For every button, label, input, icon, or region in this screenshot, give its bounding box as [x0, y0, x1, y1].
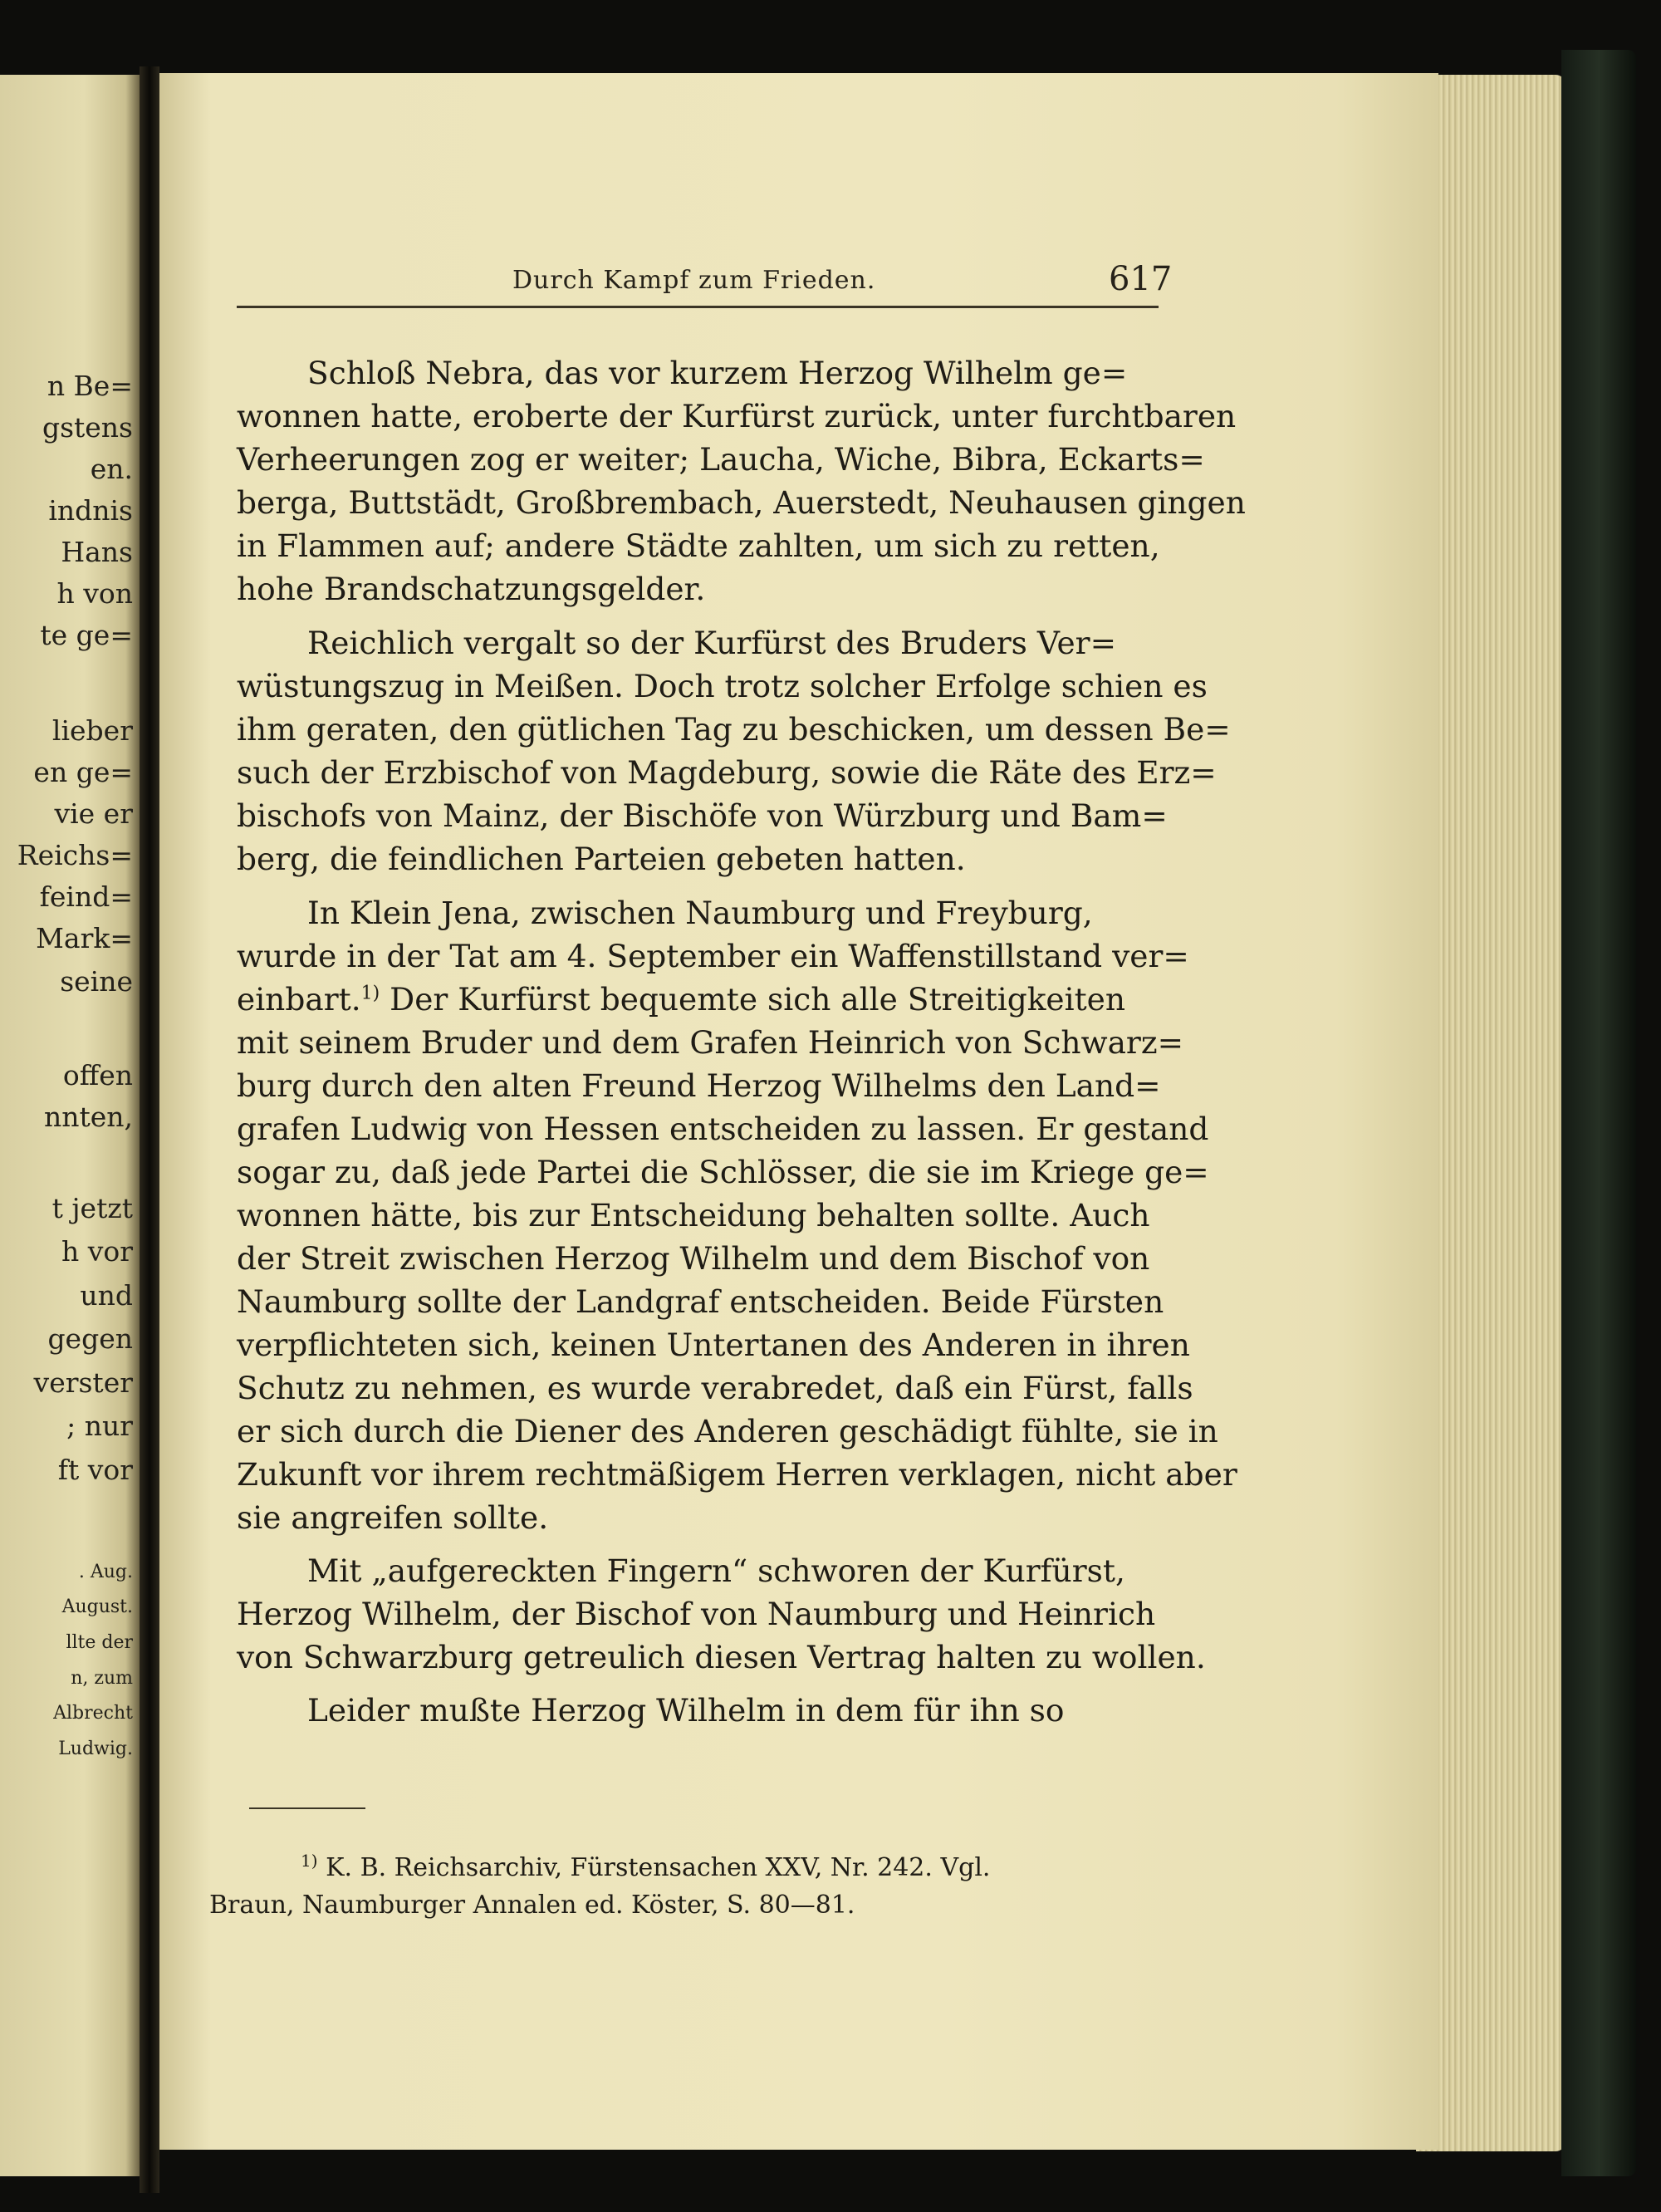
left-page-line: te ge= — [40, 619, 133, 651]
body-line: ihm geraten, den gütlichen Tag zu beschicken, um dessen Be= — [237, 711, 1231, 748]
body-line: der Streit zwischen Herzog Wilhelm und dem Bischof von — [237, 1240, 1150, 1277]
body-line: sie angreifen sollte. — [237, 1499, 549, 1536]
body-text: einbart. — [237, 981, 361, 1018]
body-line: verpflichteten sich, keinen Untertanen des Anderen in ihren — [237, 1327, 1190, 1363]
footnote-rule — [249, 1807, 365, 1809]
header-rule — [237, 306, 1159, 308]
left-page-line: ft vor — [57, 1454, 133, 1486]
left-page-line: gegen — [47, 1322, 133, 1355]
left-page-line: lieber — [51, 714, 133, 747]
left-page-line: vie er — [54, 797, 133, 830]
body-line: wurde in der Tat am 4. September ein Waffenstillstand ver= — [237, 938, 1189, 974]
body-line: mit seinem Bruder und dem Grafen Heinrich von Schwarz= — [237, 1024, 1184, 1061]
left-page-footnote-line: . Aug. — [78, 1562, 133, 1582]
body-text: Der Kurfürst bequemte sich alle Streitigkeiten — [390, 981, 1126, 1018]
footnote-text: K. B. Reichsarchiv, Fürstensachen XXV, Nr. 242. Vgl. — [326, 1853, 991, 1882]
page-edges — [1416, 75, 1565, 2151]
body-line: Mit „aufgereckten Fingern“ schworen der Kurfürst, — [307, 1552, 1125, 1589]
body-line: Schloß Nebra, das vor kurzem Herzog Wilhelm ge= — [307, 355, 1128, 391]
footnote-line: Braun, Naumburger Annalen ed. Köster, S. 80—81. — [209, 1891, 855, 1920]
body-line — [237, 981, 1126, 1018]
left-page-line: indnis — [48, 494, 133, 527]
footnote-marker: 1) — [301, 1851, 318, 1871]
body-line: hohe Brandschatzungsgelder. — [237, 571, 706, 607]
left-page-line: gstens — [42, 411, 133, 444]
left-page-line: Reichs= — [17, 839, 133, 871]
left-page-footnote-line: llte der — [66, 1632, 133, 1653]
left-page-footnote-line: August. — [61, 1596, 133, 1617]
page-number: 617 — [1109, 260, 1173, 298]
body-line: berga, Buttstädt, Großbrembach, Auerstedt, Neuhausen gingen — [237, 484, 1246, 521]
body-line: Zukunft vor ihrem rechtmäßigem Herren verklagen, nicht aber — [237, 1456, 1237, 1493]
book-gutter — [140, 66, 159, 2193]
left-page-line: h vor — [61, 1235, 133, 1268]
body-line: sogar zu, daß jede Partei die Schlösser, die sie im Kriege ge= — [237, 1154, 1209, 1190]
body-line: Leider mußte Herzog Wilhelm in dem für ihn so — [307, 1692, 1065, 1729]
body-line: Schutz zu nehmen, es wurde verabredet, daß ein Fürst, falls — [237, 1370, 1193, 1406]
left-page-line: nnten, — [43, 1101, 133, 1133]
left-page-line: en. — [90, 453, 133, 485]
left-page-line: feind= — [39, 880, 133, 913]
left-page-line: t jetzt — [51, 1192, 133, 1224]
body-line: er sich durch die Diener des Anderen geschädigt fühlte, sie in — [237, 1413, 1218, 1449]
body-line: such der Erzbischof von Magdeburg, sowie die Räte des Erz= — [237, 754, 1217, 791]
body-line: bischofs von Mainz, der Bischöfe von Würzburg und Bam= — [237, 797, 1168, 834]
left-page-line: seine — [60, 965, 133, 998]
left-page-line: offen — [62, 1059, 133, 1091]
left-page-line: n Be= — [47, 370, 133, 402]
body-line: burg durch den alten Freund Herzog Wilhelms den Land= — [237, 1067, 1161, 1104]
left-page-line: h von — [56, 577, 133, 610]
body-line: grafen Ludwig von Hessen entscheiden zu lassen. Er gestand — [237, 1111, 1209, 1147]
left-page-line: ; nur — [66, 1410, 133, 1442]
left-page-line: Hans — [61, 536, 133, 568]
body-line: in Flammen auf; andere Städte zahlten, um sich zu retten, — [237, 527, 1160, 564]
left-page-footnote-line: n, zum — [71, 1668, 133, 1689]
footnote-reference: 1) — [360, 983, 380, 1004]
body-line: Naumburg sollte der Landgraf entscheiden. Beide Fürsten — [237, 1283, 1164, 1320]
body-line: wonnen hätte, bis zur Entscheidung behalten sollte. Auch — [237, 1197, 1150, 1234]
running-head: Durch Kampf zum Frieden. — [512, 266, 876, 295]
footnote-line — [301, 1851, 990, 1882]
body-line: Herzog Wilhelm, der Bischof von Naumburg und Heinrich — [237, 1596, 1156, 1632]
body-line: von Schwarzburg getreulich diesen Vertrag halten zu wollen. — [237, 1639, 1206, 1675]
body-line: berg, die feindlichen Parteien gebeten hatten. — [237, 841, 966, 877]
body-line: wonnen hatte, eroberte der Kurfürst zurück, unter furchtbaren — [237, 398, 1237, 434]
body-line: Verheerungen zog er weiter; Laucha, Wiche, Bibra, Eckarts= — [237, 441, 1205, 478]
left-page-line: Mark= — [36, 922, 133, 954]
body-line: Reichlich vergalt so der Kurfürst des Bruders Ver= — [307, 625, 1116, 661]
left-page-footnote-line: Albrecht — [53, 1703, 133, 1724]
left-page-line: en ge= — [33, 756, 133, 788]
left-page-line: und — [80, 1279, 133, 1312]
left-page-line: verster — [33, 1366, 133, 1399]
body-line: wüstungszug in Meißen. Doch trotz solcher Erfolge schien es — [237, 668, 1208, 704]
book-cover-edge — [1561, 50, 1636, 2176]
main-page — [159, 73, 1438, 2150]
left-page-footnote-line: Ludwig. — [58, 1739, 133, 1759]
body-line: In Klein Jena, zwischen Naumburg und Freyburg, — [307, 895, 1093, 931]
left-page-fragment — [0, 75, 140, 2176]
